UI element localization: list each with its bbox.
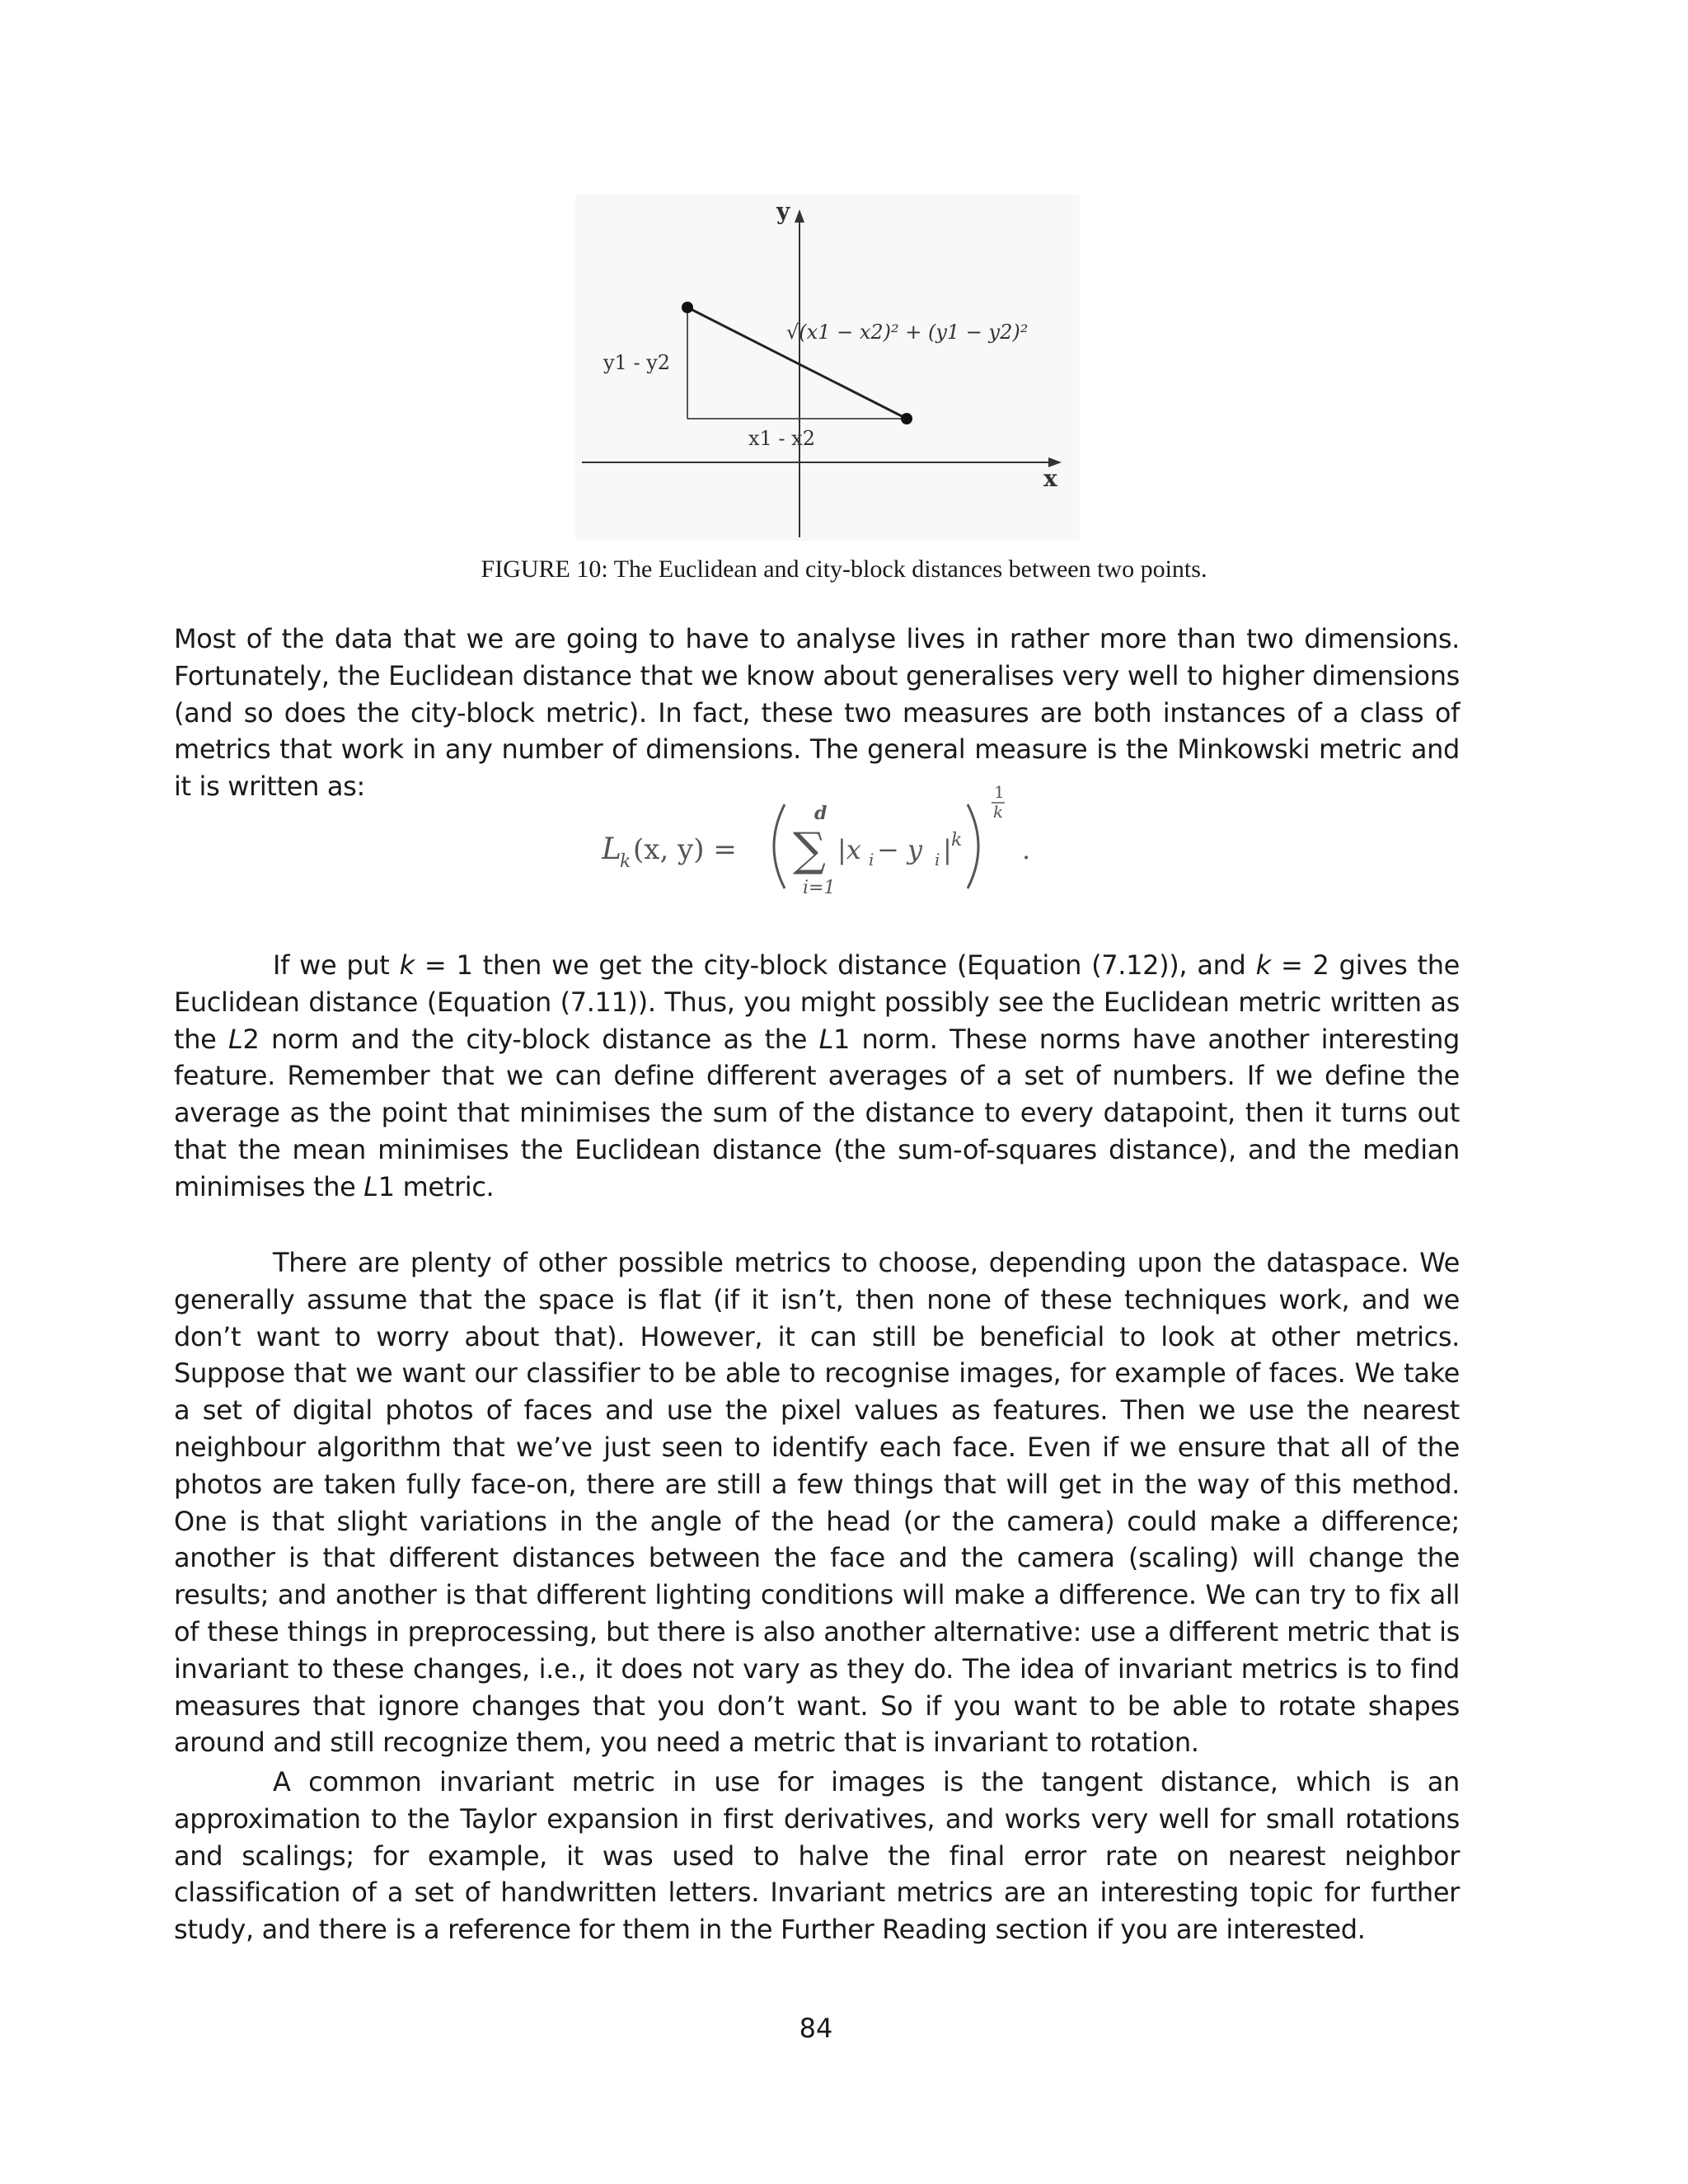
eq-minus-y: − y [877, 834, 923, 865]
y-axis-label: y [776, 198, 790, 225]
p2-var-k-1: k [399, 949, 415, 981]
eq-summand: |x [837, 834, 861, 865]
distance-figure [575, 194, 1080, 541]
figure-caption: FIGURE 10: The Euclidean and city-block distances between two points. [481, 555, 1207, 583]
vertical-leg-label: y1 - y2 [603, 351, 671, 374]
point-1 [682, 302, 693, 313]
p2-text-5: 1 norm. These norms have another interesting feature. Remember that we can define different averages of a set of numbers. If we define the average as the point that minimises the sum of the distance to every datapoint, then it turns out that the mean minimises the Euclidean distance (the sum-of-squares distance), and the median minimises the [174, 1023, 1461, 1202]
eq-left-paren [774, 804, 785, 888]
eq-sum-upper: d [814, 803, 828, 824]
eq-lhs: L [602, 832, 621, 866]
eq-abs-close: | [943, 834, 952, 865]
minkowski-equation [602, 783, 1063, 907]
eq-exp-numerator: 1 [994, 783, 1005, 802]
eq-lhs-sub: k [620, 851, 631, 872]
paragraph-tangent-distance: A common invariant metric in use for images is the tangent distance, which is an approximation to the Taylor expansion in first derivatives, and works very well for small rotations and scalings; for example, it was used to halve the final error rate on nearest neighbor classification of a set of handwritten letters. Invariant metrics are an interesting topic for further study, and there is a reference for them in the Further Reading section if you are interested. [174, 1766, 1460, 1946]
eq-period: . [1022, 834, 1031, 865]
horizontal-leg-label: x1 - x2 [748, 427, 815, 450]
eq-power-k: k [951, 830, 963, 851]
eq-sum-sign: ∑ [793, 823, 826, 877]
eq-right-paren [968, 804, 978, 888]
page-number: 84 [799, 2013, 833, 2044]
p2-text-2: = 1 then we get the city-block distance (Equation (7.12)), and [414, 949, 1256, 981]
eq-summand-sub: i [869, 850, 874, 869]
point-2 [901, 413, 912, 424]
paragraph-norms [174, 947, 1460, 1206]
p2-text-1: If we put [273, 949, 400, 981]
p2-var-l-2: L [227, 1023, 243, 1055]
p2-text-6: 1 metric. [377, 1170, 495, 1202]
p2-var-l-1a: L [818, 1023, 834, 1055]
eq-args: (x, y) = [633, 833, 737, 866]
equation-graphic [602, 783, 1063, 907]
distance-diagram [575, 194, 1080, 541]
p2-text-4: 2 norm and the city-block distance as the [242, 1023, 819, 1055]
hypotenuse-formula: √(x1 − x2)² + (y1 − y2)² [786, 321, 1029, 344]
paragraph-intro: Most of the data that we are going to have to analyse lives in rather more than two dimensions. Fortunately, the Euclidean distance that we know about generalises very well to higher dimensions (and so does the city-block metric). In fact, these two measures are both instances of a class of metrics that work in any number of dimensions. The general measure is the Minkowski metric and it is written as: [174, 623, 1460, 803]
eq-exp-denominator: k [993, 802, 1004, 822]
eq-sum-lower: i=1 [803, 878, 836, 898]
x-axis-label: x [1043, 465, 1057, 492]
p2-var-l-1b: L [363, 1170, 378, 1202]
paragraph-other-metrics: There are plenty of other possible metrics to choose, depending upon the dataspace. We generally assume that the space is flat (if it isn’t, then none of these techniques work, and we don’t want to worry about that). However, it can still be beneficial to look at other metrics. Suppose that we want our classifier to be able to recognise images, for example of faces. We take a set of digital photos of faces and use the pixel values as features. Then we use the nearest neighbour algorithm that we’ve just seen to identify each face. Even if we ensure that all of the photos are taken fully face-on, there are still a few things that will get in the way of this method. One is that slight variations in the angle of the head (or the camera) could make a difference; another is that different distances between the face and the camera (scaling) will change the results; and another is that different lighting conditions will make a difference. We can try to fix all of these things in preprocessing, but there is also another alternative: use a different metric that is invariant to these changes, i.e., it does not vary as they do. The idea of invariant metrics is to find measures that ignore changes that you don’t want. So if you want to be able to rotate shapes around and still recognize them, you need a metric that is invariant to rotation. [174, 1247, 1460, 1759]
eq-summand-sub-2: i [935, 850, 940, 869]
p2-var-k-2: k [1255, 949, 1271, 981]
p2-text-3: = 2 gives the Euclidean distance (Equation (7.11)). Thus, you might possibly see the Euclidean metric written as the [174, 949, 1460, 1055]
